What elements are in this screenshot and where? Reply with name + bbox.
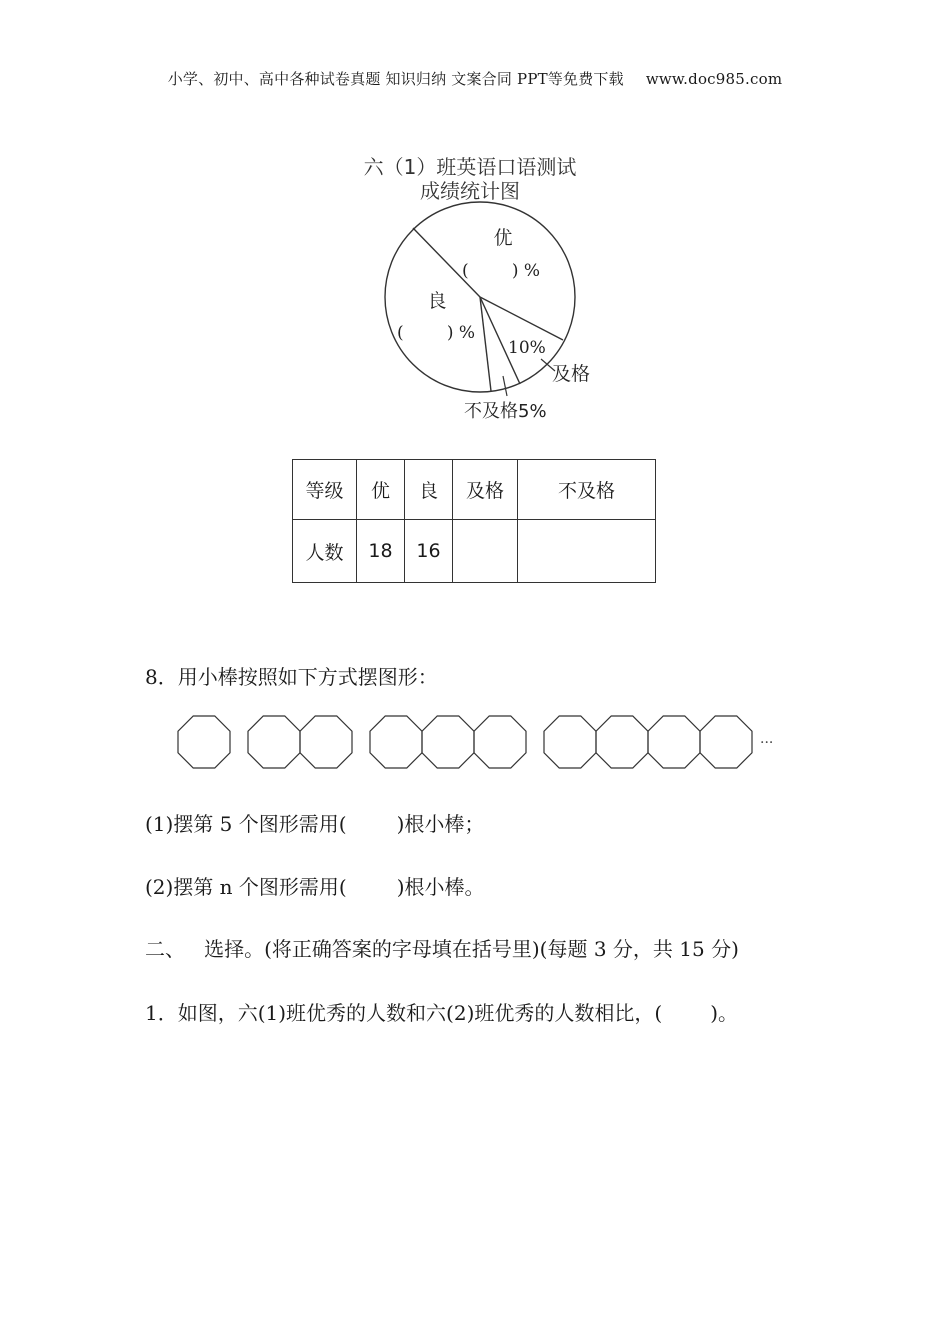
table-cell: 16 <box>405 520 453 583</box>
octagon-shape <box>248 716 300 768</box>
pie-divider-excellent-pass <box>480 297 563 340</box>
slice-value-good: ( ) % <box>397 323 476 343</box>
sub2-text-after: )根小棒。 <box>396 875 485 899</box>
table-row <box>293 520 656 583</box>
page-header <box>0 68 950 89</box>
table-cell: 人数 <box>293 520 357 583</box>
octagon-shape <box>474 716 526 768</box>
question-8-sub2 <box>145 871 485 900</box>
header-text: 小学、初中、高中各种试卷真题 知识归纳 文案合同 PPT等免费下载 <box>167 70 624 88</box>
header-url: www.doc985.com <box>645 70 783 88</box>
slice-label-excellent: 优 <box>493 227 513 249</box>
table-cell-blank[interactable] <box>453 520 518 583</box>
octagon-shape <box>648 716 700 768</box>
section-2-heading: 二、 选择。(将正确答案的字母填在括号里)(每题 3 分，共 15 分) <box>145 937 739 961</box>
octagon-figures <box>170 710 790 774</box>
question-1 <box>145 997 738 1026</box>
slice-value-excellent: ( ) % <box>462 261 541 281</box>
q1-text-after: )。 <box>710 1001 738 1025</box>
octagon-shape <box>422 716 474 768</box>
table-cell-blank[interactable] <box>518 520 656 583</box>
table-cell: 良 <box>405 460 453 520</box>
slice-label-good: 良 <box>427 290 447 312</box>
pie-divider-fail-good <box>480 297 491 391</box>
slice-label-fail: 不及格5% <box>464 401 547 422</box>
table-cell: 不及格 <box>518 460 656 520</box>
ellipsis: ··· <box>760 735 774 751</box>
table-cell: 及格 <box>453 460 518 520</box>
grade-table <box>292 459 656 583</box>
octagon-group-container <box>178 716 752 768</box>
table-row <box>293 460 656 520</box>
table-cell: 优 <box>357 460 405 520</box>
sub1-text-before: (1)摆第 5 个图形需用( <box>145 812 347 836</box>
octagon-shape <box>596 716 648 768</box>
chart-title-line2: 成绩统计图 <box>420 179 520 203</box>
slice-label-pass: 及格 <box>552 363 591 385</box>
octagon-shape <box>300 716 352 768</box>
sub1-text-after: )根小棒； <box>396 812 485 836</box>
chart-title-line1: 六（1）班英语口语测试 <box>363 155 577 179</box>
pie-chart <box>370 200 620 425</box>
leader-line-fail <box>503 376 507 396</box>
table-cell: 18 <box>357 520 405 583</box>
sub2-text-before: (2)摆第 n 个图形需用( <box>145 875 347 899</box>
q1-text-before: 1．如图，六(1)班优秀的人数和六(2)班优秀的人数相比，( <box>145 1001 663 1025</box>
octagon-shape <box>700 716 752 768</box>
question-8-stem: 8．用小棒按照如下方式摆图形： <box>145 665 438 689</box>
octagon-shape <box>544 716 596 768</box>
slice-value-pass: 10% <box>508 338 546 358</box>
octagon-shape <box>178 716 230 768</box>
question-8-sub1 <box>145 808 484 837</box>
octagon-shape <box>370 716 422 768</box>
table-cell: 等级 <box>293 460 357 520</box>
